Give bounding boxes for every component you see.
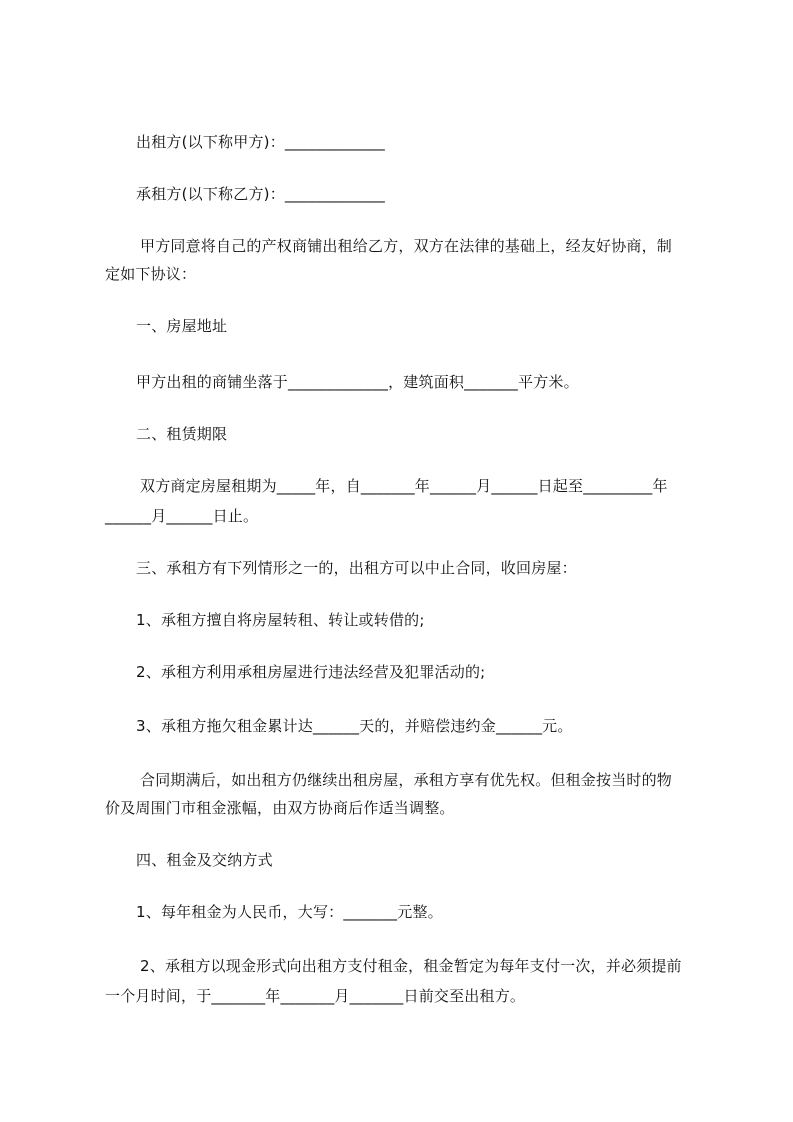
section-4-item-2-line-2: 一个月时间，于_______年_______月_______日前交至出租方。	[105, 987, 526, 1005]
section-4-title: 四、租金及交纳方式	[136, 851, 273, 869]
section-2-title: 二、租赁期限	[136, 425, 228, 443]
renewal-line-2: 价及周围门市租金涨幅，由双方协商后作适当调整。	[105, 799, 455, 817]
lessor-line: 出租方(以下称甲方)：_____________	[136, 133, 386, 151]
section-1-title: 一、房屋地址	[136, 317, 228, 335]
section-3-item-1: 1、承租方擅自将房屋转租、转让或转借的;	[136, 611, 425, 629]
section-2-line-2: ______月______日止。	[105, 507, 259, 525]
section-4-item-2-line-1: 2、承租方以现金形式向出租方支付租金，租金暂定为每年支付一次，并必须提前	[140, 957, 682, 975]
lessee-line: 承租方(以下称乙方)：_____________	[136, 185, 386, 203]
intro-line-1: 甲方同意将自己的产权商铺出租给乙方，双方在法律的基础上，经友好协商，制	[140, 237, 673, 255]
section-4-item-1: 1、每年租金为人民币，大写：_______元整。	[136, 903, 443, 921]
section-3-item-3: 3、承租方拖欠租金累计达______天的，并赔偿违约金______元。	[136, 717, 573, 735]
renewal-line-1: 合同期满后，如出租方仍继续出租房屋，承租方享有优先权。但租金按当时的物	[140, 771, 673, 789]
section-2-line-1: 双方商定房屋租期为_____年，自_______年______月______日起至_________年	[140, 477, 668, 495]
section-3-title: 三、承租方有下列情形之一的，出租方可以中止合同，收回房屋：	[136, 559, 577, 577]
intro-line-2: 定如下协议：	[105, 265, 197, 283]
section-3-item-2: 2、承租方利用承租房屋进行违法经营及犯罪活动的;	[136, 663, 486, 681]
section-1-text: 甲方出租的商铺坐落于_____________，建筑面积_______平方米。	[136, 373, 579, 391]
